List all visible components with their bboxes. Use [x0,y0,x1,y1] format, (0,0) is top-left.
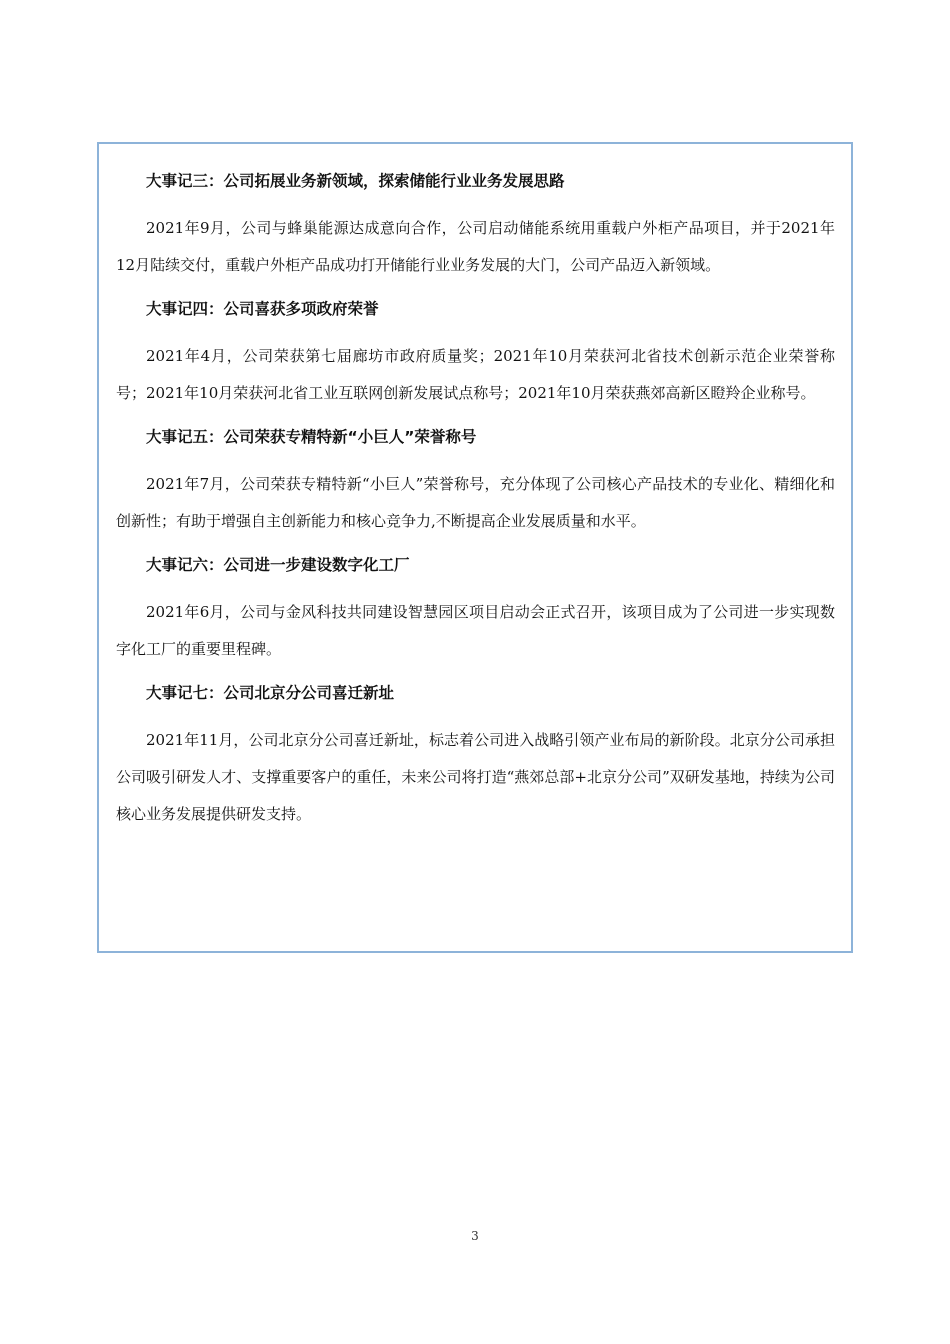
milestones-box [97,142,853,953]
section-body: 2021年4月，公司荣获第七届廊坊市政府质量奖；2021年10月荣获河北省技术创新示范企业荣誉称号；2021年10月荣获河北省工业互联网创新发展试点称号；2021年10月荣获燕郊高新区瞪羚企业称号。 [116,347,835,402]
section-title: 大事记五：公司荣获专精特新“小巨人”荣誉称号 [146,428,477,446]
section-title: 大事记四：公司喜获多项政府荣誉 [146,300,379,318]
section-body: 2021年11月，公司北京分公司喜迁新址，标志着公司进入战略引领产业布局的新阶段。北京分公司承担公司吸引研发人才、支撑重要客户的重任，未来公司将打造“燕郊总部+北京分公司”双研发基地，持续为公司核心业务发展提供研发支持。 [116,731,835,823]
section-title: 大事记七：公司北京分公司喜迁新址 [146,684,395,702]
milestone-4 [116,298,835,412]
milestone-6 [116,554,835,668]
milestone-5 [116,426,835,540]
page-number: 3 [471,1229,479,1243]
section-body: 2021年9月，公司与蜂巢能源达成意向合作，公司启动储能系统用重载户外柜产品项目，并于2021年12月陆续交付，重载户外柜产品成功打开储能行业业务发展的大门，公司产品迈入新领域。 [116,219,835,274]
section-title: 大事记六：公司进一步建设数字化工厂 [146,556,410,574]
milestone-7 [116,682,835,833]
section-body: 2021年7月，公司荣获专精特新“小巨人”荣誉称号，充分体现了公司核心产品技术的专业化、精细化和创新性；有助于增强自主创新能力和核心竞争力,不断提高企业发展质量和水平。 [116,475,835,530]
section-title: 大事记三：公司拓展业务新领域，探索储能行业业务发展思路 [146,172,565,190]
milestone-3 [116,170,835,284]
section-body: 2021年6月，公司与金风科技共同建设智慧园区项目启动会正式召开，该项目成为了公司进一步实现数字化工厂的重要里程碑。 [116,603,835,658]
